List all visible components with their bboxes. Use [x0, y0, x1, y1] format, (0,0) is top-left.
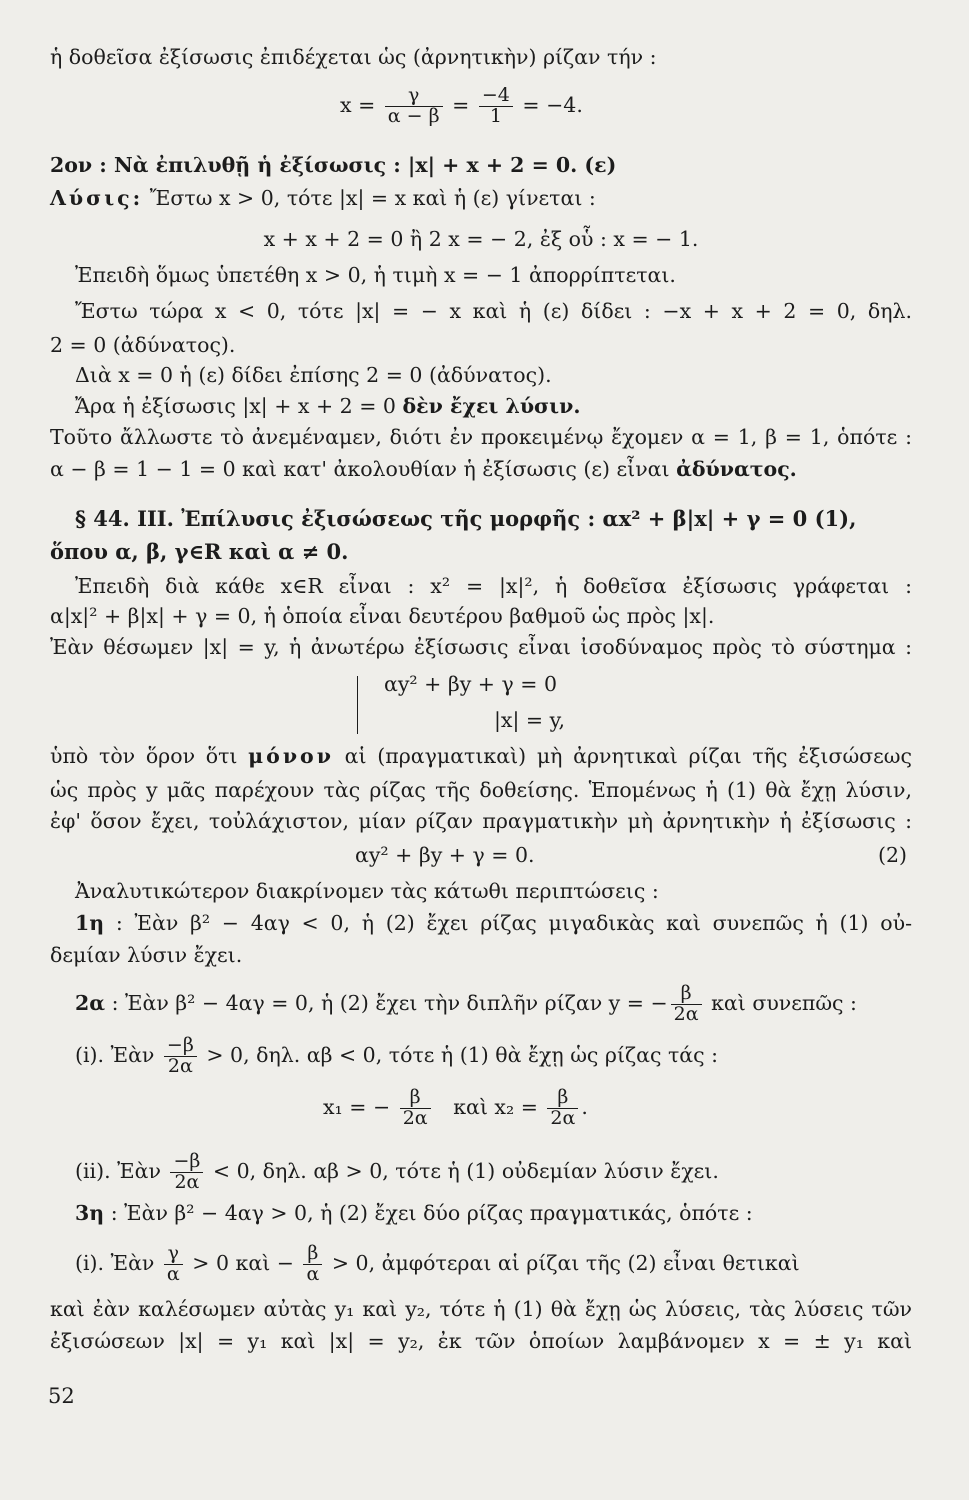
subcase-line [75, 1244, 912, 1285]
case-line [75, 1200, 912, 1226]
text-line: καὶ ἐὰν καλέσωμεν αὐτὰς y₁ καὶ y₂, τότε ἡ (1) θὰ ἔχῃ ὡς λύσεις, τὰς λύσεις τῶν [50, 1297, 912, 1321]
denominator: 2α [170, 1172, 203, 1193]
text-line: Ἐπειδὴ διὰ κάθε x∈R εἶναι : x² = |x|², ἡ δοθεῖσα ἐξίσωσις γράφεται : [75, 574, 912, 598]
text-line [50, 185, 912, 211]
text-line: Ἀναλυτικώτερον διακρίνομεν τὰς κάτωθι περιπτώσεις : [75, 879, 659, 903]
fraction [303, 1244, 322, 1285]
text-line [75, 393, 912, 419]
case-line [75, 984, 912, 1025]
numerator: β [557, 1086, 569, 1108]
text-span: ὑπὸ τὸν ὅρον ὅτι [50, 744, 249, 768]
equation-root [340, 86, 583, 127]
bold-span: ἀδύνατος. [676, 457, 797, 481]
numerator: γ [167, 1242, 180, 1264]
fraction [170, 1152, 203, 1193]
text-line: α|x|² + β|x| + γ = 0, ἡ ὁποία εἶναι δευτέρου βαθμοῦ ὡς πρὸς |x|. [50, 604, 715, 628]
bold-span: δὲν ἔχει λύσιν. [402, 394, 581, 418]
text-span: : Ἐὰν β² − 4αγ = 0, ἡ (2) ἔχει τὴν διπλῆν ρίζαν y = − [105, 990, 668, 1015]
spaced-bold-span: μόνον [248, 744, 334, 768]
text-span: Ἄρα ἡ ἐξίσωσις |x| + x + 2 = 0 [75, 394, 403, 418]
text-span: (i). Ἐὰν [75, 1042, 155, 1067]
text-line: ἡ δοθεῖσα ἐξίσωσις ἐπιδέχεται ὡς (ἀρνητικὴν) ρίζαν τήν : [50, 45, 657, 69]
problem-heading: 2ον : Νὰ ἐπιλυθῇ ἡ ἐξίσωσις : |x| + x + 2 = 0. (ε) [50, 153, 617, 177]
denominator: 2α [164, 1056, 197, 1077]
text-span: (i). Ἐὰν [75, 1250, 155, 1275]
system-equation-1: αy² + βy + γ = 0 [384, 672, 557, 696]
denominator: 2α [671, 1004, 702, 1025]
equation-2: αy² + βy + γ = 0. [355, 843, 535, 867]
denominator: α − β [385, 106, 443, 127]
text-line [50, 456, 912, 482]
denominator: 1 [479, 106, 513, 127]
equation-part: καὶ x₂ = [453, 1094, 538, 1119]
numerator: −β [173, 1150, 201, 1172]
numerator: γ [408, 84, 420, 106]
text-line: Ἔστω τώρα x < 0, τότε |x| = − x καὶ ἡ (ε) δίδει : −x + x + 2 = 0, δηλ. [75, 299, 912, 323]
text-line: ἐξισώσεων |x| = y₁ καὶ |x| = y₂, ἐκ τῶν ὁποίων λαμβάνομεν x = ± y₁ καὶ [50, 1329, 912, 1353]
denominator: α [164, 1264, 183, 1285]
denominator: α [303, 1264, 322, 1285]
text-span: > 0, δηλ. αβ < 0, τότε ἡ (1) θὰ ἔχῃ ὡς ρίζας τάς : [206, 1042, 719, 1067]
text-span: > 0 καὶ − [192, 1250, 294, 1275]
text-span: < 0, δηλ. αβ > 0, τότε ἡ (1) οὐδεμίαν λύσιν ἔχει. [212, 1158, 719, 1183]
text-span: καὶ συνεπῶς : [711, 990, 857, 1015]
case-label: 3η [75, 1201, 105, 1225]
fraction [547, 1088, 578, 1129]
section-heading: § 44. III. Ἐπίλυσις ἐξισώσεως τῆς μορφῆς : αx² + β|x| + γ = 0 (1), [75, 506, 857, 531]
fraction [400, 1088, 431, 1129]
fraction [385, 86, 443, 127]
text-line: Ἐπειδὴ ὅμως ὑπετέθη x > 0, ἡ τιμὴ x = − 1 ἀπορρίπτεται. [75, 263, 676, 287]
text-span: α − β = 1 − 1 = 0 καὶ κατ' ἀκολουθίαν ἡ ἐξίσωσις (ε) εἶναι [50, 457, 677, 481]
text-span: : Ἐὰν β² − 4αγ < 0, ἡ (2) ἔχει ρίζας μιγαδικὰς καὶ συνεπῶς ἡ (1) οὐ- [104, 911, 912, 935]
numerator: −β [166, 1034, 194, 1056]
equation-tag: (2) [878, 843, 908, 867]
section-heading-cont: ὅπου α, β, γ∈R καὶ α ≠ 0. [50, 539, 349, 564]
text-line: Τοῦτο ἄλλωστε τὸ ἀνεμέναμεν, διότι ἐν προκειμένῳ ἔχομεν α = 1, β = 1, ὁπότε : [50, 425, 912, 449]
text-line: Διὰ x = 0 ἡ (ε) δίδει ἐπίσης 2 = 0 (ἀδύνατος). [75, 363, 552, 387]
fraction [479, 86, 513, 127]
text-line: 2 = 0 (ἀδύνατος). [50, 333, 236, 357]
equation-part: = −4. [522, 92, 583, 117]
text-line: ἐφ' ὅσον ἔχει, τοὐλάχιστον, μίαν ρίζαν πραγματικὴν μὴ ἀρνητικὴν ἡ ἐξίσωσις : [50, 809, 912, 833]
case-label: 2α [75, 990, 106, 1015]
denominator: 2α [400, 1108, 431, 1129]
fraction [671, 984, 702, 1025]
numerator: β [409, 1086, 421, 1108]
solution-label: Λύσις: [50, 186, 144, 210]
text-line: Ἐὰν θέσωμεν |x| = y, ἡ ἀνωτέρω ἐξίσωσις εἶναι ἰσοδύναμος πρὸς τὸ σύστημα : [50, 635, 912, 659]
equation-part: = [452, 92, 470, 117]
text-line: ὡς πρὸς y μᾶς παρέχουν τὰς ρίζας τῆς δοθείσης. Ἑπομένως ἡ (1) θὰ ἔχῃ λύσιν, [50, 778, 912, 802]
case-line [75, 910, 912, 936]
numerator: β [680, 982, 692, 1004]
text-span: Ἔστω x > 0, τότε |x| = x καὶ ἡ (ε) γίνεται : [143, 186, 596, 210]
equation-line: x + x + 2 = 0 ἢ 2 x = − 2, ἐξ οὗ : x = − 1. [263, 227, 699, 251]
text-span: : Ἐὰν β² − 4αγ > 0, ἡ (2) ἔχει δύο ρίζας πραγματικάς, ὁπότε : [104, 1201, 753, 1225]
system-equation-2: |x| = y, [494, 708, 565, 732]
case-label: 1η [75, 911, 105, 935]
subcase-line [75, 1152, 912, 1193]
numerator: −4 [481, 84, 510, 106]
text-line: δεμίαν λύσιν ἔχει. [50, 943, 243, 967]
numerator: β [307, 1242, 319, 1264]
fraction [164, 1244, 183, 1285]
text-span: > 0, ἀμφότεραι αἱ ρίζαι τῆς (2) εἶναι θετικαὶ [331, 1250, 800, 1275]
page-number: 52 [48, 1384, 75, 1408]
text-line [50, 743, 912, 769]
text-span: (ii). Ἐὰν [75, 1158, 161, 1183]
text-span: αἱ (πραγματικαὶ) μὴ ἀρνητικαὶ ρίζαι τῆς ἐξισώσεως [333, 744, 912, 768]
fraction [164, 1036, 197, 1077]
denominator: 2α [547, 1108, 578, 1129]
equation-part: . [581, 1094, 588, 1119]
subcase-line [75, 1036, 912, 1077]
system-brace [357, 676, 368, 734]
equation-part: x₁ = − [323, 1094, 391, 1119]
equation-part: x = [340, 92, 376, 117]
roots-equation [323, 1088, 588, 1129]
